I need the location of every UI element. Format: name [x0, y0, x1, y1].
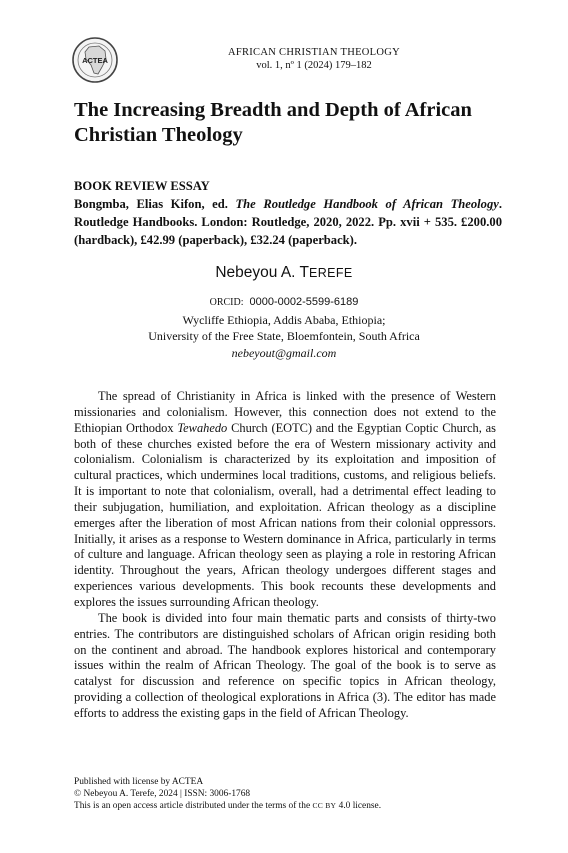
license-footer	[74, 777, 381, 813]
author-last-smallcaps: EREFE	[308, 266, 353, 280]
citation-editors: Bongmba, Elias Kifon, ed.	[74, 197, 236, 211]
paragraph-1-emphasis: Tewahedo	[177, 420, 228, 435]
article-title: The Increasing Breadth and Depth of African Christian Theology	[74, 99, 472, 146]
citation-details: . Routledge Handbooks. London: Routledge, 2020, 2022. Pp. xvii + 535. £200.00 (hardback), £42.99 (paperback), £32.24 (paperback).	[74, 197, 502, 247]
affiliation-2: University of the Free State, Bloemfontein, South Africa	[148, 329, 420, 343]
logo-text: ACTEA	[82, 56, 108, 65]
paragraph-2: The book is divided into four main thematic parts and consists of thirty-two entries. The contributors are distinguished scholars of African origin residing both on the continent and abroad. The handbook explores historical and contemporary issues within the realm of African Theology. The goal of the book is to serve as catalyst for discussion and reference on specific topics in African theology, providing a collection of theological explorations in Africa (3). The editor has made efforts to address the existing gaps in the field of African Theology.	[74, 610, 496, 720]
citation-book-title: The Routledge Handbook of African Theology	[235, 197, 499, 211]
author-first: Nebeyou A. T	[215, 264, 309, 281]
book-review-citation	[74, 177, 502, 249]
paragraph-1-part-a: The spread of Christianity in Africa is linked with the presence of Western missionaries and colonialism. However, this connection does not extend to the Ethiopian Orthodox	[74, 389, 496, 435]
orcid-line	[0, 293, 568, 312]
footer-license-text: This is an open access article distributed under the terms of the	[74, 801, 313, 811]
journal-header	[0, 46, 568, 72]
orcid-label: ORCID:	[209, 297, 244, 308]
review-label: BOOK REVIEW ESSAY	[74, 179, 210, 193]
author-email[interactable]: nebeyout@gmail.com	[231, 345, 337, 360]
footer-publisher: Published with license by ACTEA	[74, 777, 204, 787]
paragraph-1-part-b: Church (EOTC) and the Egyptian Coptic Church, as both of these churches existed before the era of Western missionary activity and colonialism. Colonialism is characterized by its exploitation and imposition of cultural practices, which undermines local traditions, customs, and religious beliefs. It is important to note that colonialism, overall, had a detrimental effect leading to their subjugation, humiliation, and exploitation. African theology as a discipline emerges after the liberation of most African nations from their colonial oppressors. Initially, it arises as a response to Western dominance in Africa, particularly in terms of culture and language. African theology seen as playing a role in restoring African identity. Throughout the years, African theology undergoes different stages and experiences various developments. This book recounts these developments and explores the issues surrounding African theology.	[74, 420, 496, 609]
article-body	[74, 389, 496, 722]
orcid-id[interactable]: 0000-0002-5599-6189	[249, 296, 359, 308]
footer-cc-label[interactable]: CC BY	[312, 801, 337, 810]
affiliation-1: Wycliffe Ethiopia, Addis Ababa, Ethiopia;	[182, 312, 386, 327]
citation	[74, 195, 502, 249]
footer-license	[74, 800, 381, 813]
footer-license-version: 4.0 license.	[336, 801, 382, 811]
journal-name: AFRICAN CHRISTIAN THEOLOGY	[227, 47, 401, 58]
journal-volume: vol. 1, nº 1 (2024) 179–182	[256, 60, 372, 71]
author-name	[0, 264, 568, 282]
author-affiliation	[0, 293, 568, 361]
footer-copyright: © Nebeyou A. Terefe, 2024 | ISSN: 3006-1768	[74, 788, 251, 799]
paragraph-1	[74, 389, 496, 611]
